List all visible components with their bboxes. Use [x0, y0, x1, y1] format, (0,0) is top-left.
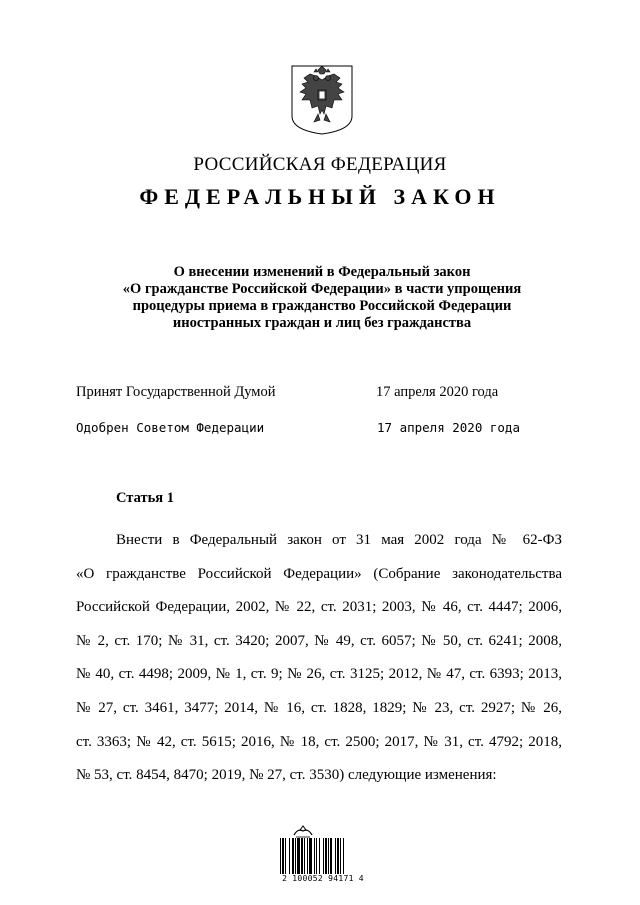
barcode-bar: [335, 838, 336, 874]
article-line: «О гражданстве Российской Федерации» (Собрание законодательства: [76, 565, 562, 582]
subject-line: «О гражданстве Российской Федерации» в части упрощения: [122, 281, 522, 297]
article-line: ст. 3363; № 42, ст. 5615; 2016, № 18, ст. 2500; 2017, № 31, ст. 4792; 2018,: [76, 733, 562, 750]
barcode-bar: [343, 838, 344, 874]
council-approval-label: Одобрен Советом Федерации: [76, 420, 265, 435]
barcode-bar: [285, 838, 286, 874]
barcode-bar: [340, 838, 341, 874]
subject-line: иностранных граждан и лиц без гражданства: [172, 315, 472, 331]
document-type-title: ФЕДЕРАЛЬНЫЙ ЗАКОН: [139, 184, 501, 209]
subject-line: О внесении изменений в Федеральный закон: [173, 264, 471, 280]
duma-adoption-date: 17 апреля 2020 года: [376, 384, 499, 400]
small-eagle-logo-icon: [292, 824, 314, 838]
barcode-bar: [309, 838, 312, 874]
barcode-icon: [278, 838, 368, 874]
barcode-bar: [337, 838, 339, 874]
article-line: № 27, ст. 3461, 3477; 2014, № 16, ст. 1828, 1829; № 23, ст. 2927; № 26,: [76, 699, 562, 716]
barcode-bar: [328, 838, 329, 874]
article-line: Внести в Федеральный закон от 31 мая 2002 года № 62-ФЗ: [116, 532, 562, 548]
duma-adoption-label: Принят Государственной Думой: [76, 384, 276, 400]
barcode-bar: [319, 838, 320, 874]
barcode-bar: [280, 838, 281, 874]
country-name: РОССИЙСКАЯ ФЕДЕРАЦИЯ: [193, 154, 447, 175]
article-line: № 40, ст. 4498; 2009, № 1, ст. 9; № 26, ст. 3125; 2012, № 47, ст. 6393; 2013,: [76, 666, 562, 683]
article-body: [76, 524, 562, 793]
article-line: № 53, ст. 8454, 8470; 2019, № 27, ст. 3530) следующие изменения:: [76, 767, 497, 784]
barcode-bar: [292, 838, 294, 874]
barcode-bar: [297, 838, 300, 874]
barcode-bar: [314, 838, 315, 874]
law-subject: [80, 264, 564, 332]
barcode-bar: [325, 838, 327, 874]
barcode-bar: [301, 838, 303, 874]
barcode-bar: [307, 838, 308, 874]
barcode-number: 2 100052 94171 4: [282, 874, 364, 883]
barcode-bar: [330, 838, 332, 874]
barcode-bar: [295, 838, 296, 874]
article-title: Статья 1: [116, 490, 174, 506]
article-line: Российской Федерации, 2002, № 22, ст. 2031; 2003, № 46, ст. 4447; 2006,: [76, 599, 562, 616]
document-barcode-block: [278, 824, 368, 886]
barcode-bar: [282, 838, 284, 874]
coat-of-arms-icon: [290, 64, 354, 136]
article-line: № 2, ст. 170; № 31, ст. 3420; 2007, № 49, ст. 6057; № 50, ст. 6241; 2008,: [76, 632, 562, 649]
barcode-bar: [323, 838, 324, 874]
barcode-bar: [289, 838, 290, 874]
council-approval-date: 17 апреля 2020 года: [377, 420, 520, 435]
barcode-bar: [304, 838, 305, 874]
barcode-bar: [316, 838, 317, 874]
subject-line: процедуры приема в гражданство Российской Федерации: [132, 298, 512, 314]
